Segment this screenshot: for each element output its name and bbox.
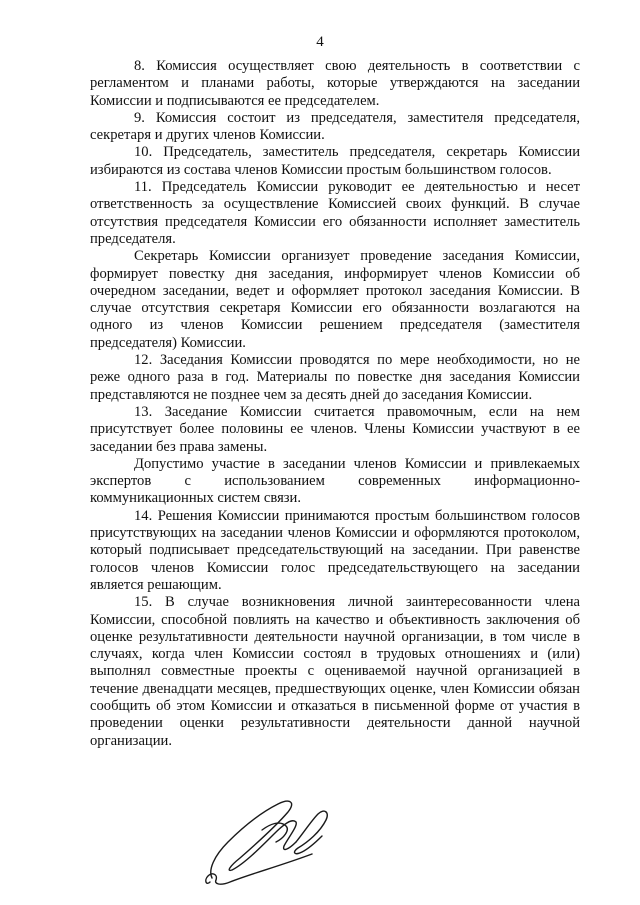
page-number: 4 <box>316 34 324 50</box>
document-body <box>90 58 580 750</box>
paragraph-11-secretary: Секретарь Комиссии организует проведение заседания Комиссии, формирует повестку дня заседания, информирует членов Комиссии об очередном заседании, ведет и оформляет протокол заседания Комиссии. В случае отсутствия секретаря Комиссии его обязанности возлагаются на одного из членов Комиссии решением председателя (заместителя председателя) Комиссии. <box>90 248 580 351</box>
paragraph-9: 9. Комиссия состоит из председателя, заместителя председателя, секретаря и других членов Комиссии. <box>90 109 580 144</box>
paragraph-14: 14. Решения Комиссии принимаются простым большинством голосов присутствующих на заседании членов Комиссии и оформляются протоколом, который подписывает председательствующий на заседании. При равенстве голосов членов Комиссии голос председательствующего на заседании является решающим. <box>90 507 580 593</box>
paragraph-13-experts: Допустимо участие в заседании членов Комиссии и привлекаемых экспертов с использованием современных информационно-коммуникационных систем связи. <box>90 455 580 507</box>
paragraph-15: 15. В случае возникновения личной заинтересованности члена Комиссии, способной повлиять на качество и объективность заключения об оценке результативности деятельности научной организации, в том числе в случаях, когда член Комиссии состоял в трудовых отношениях и (или) выполнял совместные проекты с оцениваемой научной организацией в течение двенадцати месяцев, предшествующих оценке, член Комиссии обязан сообщить об этом Комиссии и отказаться в письменной форме от участия в проведении оценки результативности деятельности данной научной организации. <box>90 594 580 749</box>
paragraph-13: 13. Заседание Комиссии считается правомочным, если на нем присутствует более половины ее членов. Члены Комиссии участвуют в ее заседании без права замены. <box>90 403 580 455</box>
paragraph-12: 12. Заседания Комиссии проводятся по мере необходимости, но не реже одного раза в год. Материалы по повестке дня заседания Комиссии представляются не позднее чем за десять дней до заседания Комиссии. <box>90 352 580 403</box>
paragraph-11: 11. Председатель Комиссии руководит ее деятельностью и несет ответственность за осуществление Комиссией своих функций. В случае отсутствия председателя Комиссии его обязанности исполняет заместитель председателя. <box>90 179 580 247</box>
paragraph-10: 10. Председатель, заместитель председателя, секретарь Комиссии избираются из состава членов Комиссии простым большинством голосов. <box>90 144 580 178</box>
paragraph-8: 8. Комиссия осуществляет свою деятельность в соответствии с регламентом и планами работы, которые утверждаются на заседании Комиссии и подписываются ее председателем. <box>90 58 580 109</box>
handwritten-signature <box>200 790 335 890</box>
